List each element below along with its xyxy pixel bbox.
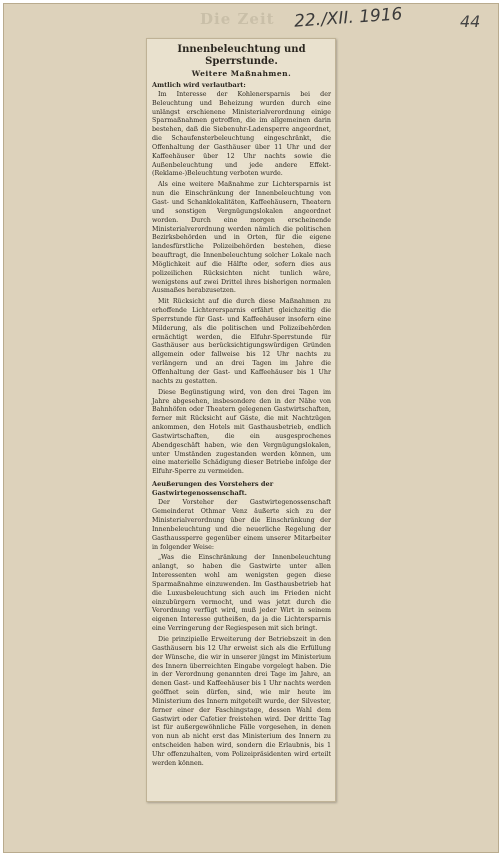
article-paragraph: Diese Begünstigung wird, von den drei Tagen im Jahre abgesehen, insbesondere den in der Nähe von Bahnhöfen oder Theatern gelegenen Gastwirtschaften, ferner mit Rücksicht auf Gäste, die mit Nachtzügen ankommen, den Hotels mit Gasthausbetrieb, endlich Gastwirtschaften, die ein ausgesprochenes Abendgeschäft haben, wie den Vergnügungslokalen, unter Umständen zugestanden werden können, um eine materielle Schädigung dieser Betriebe infolge der Elfuhr-Sperre zu vermeiden.: [152, 388, 331, 476]
article-subtitle: Weitere Maßnahmen.: [191, 69, 292, 78]
section-heading: Aeußerungen des Vorstehers der Gastwirtegenossenschaft.: [152, 480, 274, 497]
page-number: 44: [460, 12, 481, 31]
article-paragraph: „Was die Einschränkung der Innenbeleuchtung anlangt, so haben die Gastwirte unter allen Interessenten wohl am wenigsten gegen diese Sparmaßnahme einzuwenden. Im Gasthausbetrieb hat die Luxusbeleuchtung sich auch im Frieden nicht einzubürgern vermocht, und was jetzt durch die Verordnung verfügt wird, muß jeder Wirt in seinem eigenen Interesse gutheißen, da ja die Lichtersparnis eine Verringerung der Regiespesen mit sich bringt.: [152, 554, 331, 633]
article-paragraph: Die prinzipielle Erweiterung der Betriebszeit in den Gasthäusern bis 12 Uhr erweist sich als die Erfüllung der Wünsche, die wir in unserer jüngst im Ministerium des Innern überreichten Eingabe vorgelegt haben. Die in der Verordnung genannten drei Tage im Jahre, an denen Gast- und Kaffeehäuser bis 1 Uhr nachts werden geöffnet sein dürfen, sind, wie mir heute im Ministerium des Innern mitgeteilt wurde, der Silvester, ferner einer der Faschingstage, dessen Wahl dem Gastwirt oder Cafetier freistehen wird. Der dritte Tag ist für außergewöhnliche Fälle vorgesehen, in denen von nun ab nicht erst das Ministerium des Innern zu entscheiden haben wird, sondern die Erlaubnis, bis 1 Uhr offenzuhalten, vom Polizeipräsidenten wird erteilt werden können.: [152, 635, 331, 767]
newspaper-clipping: [146, 38, 336, 802]
article-lead: Amtlich wird verlautbart:: [152, 81, 246, 89]
handwritten-date: 22./XII. 1916: [293, 4, 404, 32]
article-paragraph: Mit Rücksicht auf die durch diese Maßnahmen zu erhoffende Lichterersparnis erfährt gleichzeitig die Sperrstunde für Gast- und Kaffeehäuser insofern eine Milderung, als die politischen und Polizeibehörden ermächtigt werden, die Elfuhr-Sperrstunde für Gasthäuser aus berücksichtigungswürdigen Gründen allgemein oder fallweise bis 12 Uhr nachts zu verlängern und an drei Tagen im Jahre die Offenhaltung der Gast- und Kaffeehäuser bis 1 Uhr nachts zu gestatten.: [152, 298, 331, 385]
masthead: Die Zeit: [200, 10, 275, 28]
article-title: Innenbeleuchtung und Sperrstunde.: [177, 44, 306, 67]
article-paragraph: Als eine weitere Maßnahme zur Lichtersparnis ist nun die Einschränkung der Innenbeleuchtung von Gast- und Schanklokalitäten, Kaffeehäusern, Theatern und sonstigen Vergnügungslokalen angeordnet worden. Durch eine morgen erscheinende Ministerialverordnung werden nämlich die politischen Bezirksbehörden und in Orten, für die eigene landesfürstliche Polizeibehörden bestehen, diese beauftragt, die Innenbeleuchtung solcher Lokale nach Möglichkeit auf die Hälfte oder, sofern dies aus polizeilichen Rücksichten nicht tunlich wäre, wenigstens auf zwei Drittel ihres bisherigen normalen Ausmaßes herabzusetzen.: [152, 181, 331, 295]
article-paragraph: Im Interesse der Kohlenersparnis bei der Beleuchtung und Beheizung wurden durch eine unlängst erschienene Ministerialverordnung einige Sparmaßnahmen getroffen, die im allgemeinen darin bestehen, daß die Siebenuhr-Ladensperre angeordnet, die Schaufensterbeleuchtung eingeschränkt, die Offenhaltung der Gasthäuser über 11 Uhr und der Kaffeehäuser über 12 Uhr nachts sowie die Außenbeleuchtung und jede andere Effekt-(Reklame-)Beleuchtung verboten wurde.: [152, 90, 331, 178]
article-paragraph: Der Vorsteher der Gastwirtegenossenschaft Gemeinderat Othmar Venz äußerte sich zu der Ministerialverordnung über die Einschränkung der Innenbeleuchtung und die neuerliche Regelung der Gasthaussperre gegenüber einem unserer Mitarbeiter in folgender Weise:: [152, 499, 331, 551]
